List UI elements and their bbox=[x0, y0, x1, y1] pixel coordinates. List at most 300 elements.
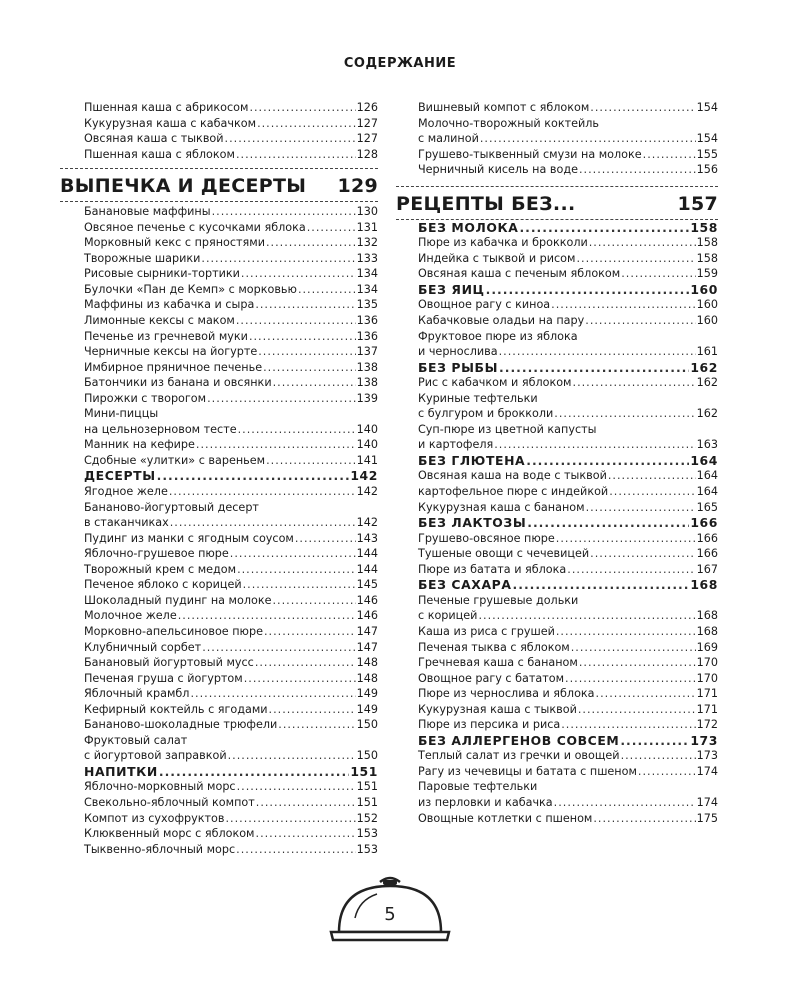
entry-page: 140 bbox=[356, 422, 378, 436]
toc-entry[interactable] bbox=[396, 779, 718, 795]
dot-leader bbox=[278, 717, 355, 733]
entry-page: 164 bbox=[696, 469, 718, 483]
toc-entry[interactable] bbox=[396, 468, 718, 484]
toc-subheading[interactable] bbox=[396, 733, 718, 749]
entry-page: 150 bbox=[356, 749, 378, 763]
toc-entry[interactable] bbox=[60, 329, 378, 345]
dot-leader bbox=[565, 671, 696, 687]
entry-title: Овощные котлетки с пшеном bbox=[418, 811, 593, 825]
toc-entry[interactable] bbox=[396, 100, 718, 116]
entry-title: Вишневый компот с яблоком bbox=[418, 101, 590, 114]
toc-entry[interactable] bbox=[60, 748, 378, 764]
entry-page: 160 bbox=[696, 314, 718, 328]
entry-page: 137 bbox=[356, 345, 378, 359]
dot-leader bbox=[579, 162, 696, 178]
section-heading-recipes-without[interactable] bbox=[396, 186, 718, 217]
dot-leader bbox=[295, 531, 356, 547]
dot-leader bbox=[486, 282, 690, 298]
section-page: 129 bbox=[337, 175, 378, 198]
toc-subheading[interactable] bbox=[60, 764, 378, 780]
section-title: ВЫПЕЧКА И ДЕСЕРТЫ bbox=[60, 175, 307, 198]
entry-page: 175 bbox=[696, 811, 718, 825]
dot-leader bbox=[241, 266, 356, 282]
entry-page: 156 bbox=[696, 163, 718, 177]
entry-title: Булочки «Пан де Кемп» с морковью bbox=[84, 282, 297, 296]
dot-leader bbox=[237, 779, 356, 795]
entry-page: 133 bbox=[356, 251, 378, 265]
entry-page: 168 bbox=[696, 609, 718, 623]
entry-title: Кабачковые оладьи на пару bbox=[418, 314, 585, 328]
dot-leader bbox=[593, 811, 695, 827]
dot-leader bbox=[236, 147, 356, 163]
entry-title: Яблочный крамбл bbox=[84, 687, 190, 701]
toc-entry[interactable] bbox=[60, 437, 378, 453]
entry-page: 154 bbox=[696, 101, 718, 114]
toc-entry[interactable] bbox=[396, 313, 718, 329]
entry-page: 160 bbox=[690, 281, 718, 297]
entry-page: 168 bbox=[696, 624, 718, 638]
toc-entry[interactable] bbox=[396, 795, 718, 811]
entry-page: 166 bbox=[696, 547, 718, 561]
toc-subheading[interactable] bbox=[396, 360, 718, 376]
toc-entry[interactable] bbox=[396, 484, 718, 500]
entry-title: Пюре из батата и яблока bbox=[418, 562, 567, 576]
toc-entry[interactable] bbox=[396, 297, 718, 313]
toc-entry[interactable] bbox=[60, 826, 378, 842]
toc-entry[interactable] bbox=[60, 500, 378, 516]
toc-entry[interactable] bbox=[60, 842, 378, 858]
entry-page: 162 bbox=[690, 359, 718, 375]
toc-entry[interactable] bbox=[60, 266, 378, 282]
toc-entry[interactable] bbox=[60, 779, 378, 795]
toc-entry[interactable] bbox=[396, 562, 718, 578]
entry-title: Черничные кексы на йогурте bbox=[84, 345, 258, 359]
section-heading-baking[interactable] bbox=[60, 168, 378, 202]
dot-leader bbox=[307, 220, 356, 236]
entry-page: 166 bbox=[696, 531, 718, 545]
entry-page: 174 bbox=[696, 795, 718, 809]
entry-title: Пудинг из манки с ягодным соусом bbox=[84, 531, 294, 545]
toc-entry[interactable] bbox=[60, 717, 378, 733]
entry-title: Паровые тефтельки bbox=[418, 780, 538, 794]
entry-title: в стаканчиках bbox=[84, 516, 169, 530]
dot-leader bbox=[225, 131, 356, 147]
entry-title: с булгуром и брокколи bbox=[418, 407, 554, 421]
entry-title: Кефирный коктейль с ягодами bbox=[84, 702, 268, 716]
toc-entry[interactable] bbox=[396, 116, 718, 132]
entry-title: Мини-пиццы bbox=[84, 407, 159, 421]
entry-page: 138 bbox=[356, 376, 378, 390]
toc-entry[interactable] bbox=[396, 162, 718, 178]
entry-page: 170 bbox=[696, 656, 718, 670]
dot-leader bbox=[527, 515, 689, 531]
entry-page: 168 bbox=[690, 577, 718, 593]
entry-title: ДЕСЕРТЫ bbox=[84, 468, 156, 484]
entry-title: Батончики из банана и овсянки bbox=[84, 376, 272, 390]
dot-leader bbox=[576, 251, 695, 267]
entry-title: Морковный кекс с пряностями bbox=[84, 236, 265, 250]
entry-page: 166 bbox=[690, 515, 718, 531]
entry-title: Компот из сухофруктов bbox=[84, 811, 225, 825]
toc-entry[interactable] bbox=[396, 686, 718, 702]
entry-title: Клубничный сорбет bbox=[84, 640, 202, 654]
dot-leader bbox=[590, 546, 696, 562]
toc-entry[interactable] bbox=[60, 116, 378, 132]
entry-title: и картофеля bbox=[418, 438, 494, 452]
entry-page: 149 bbox=[356, 687, 378, 701]
toc-entry[interactable] bbox=[396, 531, 718, 547]
toc-entry[interactable] bbox=[396, 422, 718, 438]
toc-entry[interactable] bbox=[396, 266, 718, 282]
entry-title: Рис с кабачком и яблоком bbox=[418, 376, 572, 390]
dot-leader bbox=[551, 297, 695, 313]
entry-title: Пюре из кабачка и брокколи bbox=[418, 236, 588, 250]
drinks-list bbox=[60, 779, 378, 857]
toc-subheading[interactable] bbox=[396, 220, 718, 236]
toc-entry[interactable] bbox=[396, 655, 718, 671]
dot-leader bbox=[494, 437, 695, 453]
toc-entry[interactable] bbox=[60, 375, 378, 391]
toc-subheading[interactable] bbox=[396, 453, 718, 469]
section-page: 157 bbox=[677, 192, 718, 215]
entry-title: Пшенная каша с яблоком bbox=[84, 147, 235, 161]
cloche-page-number-icon bbox=[325, 870, 455, 950]
entry-title: БЕЗ ЛАКТОЗЫ bbox=[418, 515, 527, 531]
entry-title: Овсяная каша с тыквой bbox=[84, 132, 224, 146]
toc-entry[interactable] bbox=[396, 375, 718, 391]
entry-title: БЕЗ ЯИЦ bbox=[418, 281, 485, 297]
dot-leader bbox=[519, 220, 689, 236]
toc-entry[interactable] bbox=[60, 204, 378, 220]
entry-title: Манник на кефире bbox=[84, 438, 195, 452]
toc-entry[interactable] bbox=[60, 531, 378, 547]
toc-entry[interactable] bbox=[60, 360, 378, 376]
toc-entry[interactable] bbox=[396, 235, 718, 251]
dot-leader bbox=[157, 468, 350, 484]
entry-page: 158 bbox=[696, 236, 718, 250]
toc-entry[interactable] bbox=[396, 251, 718, 267]
toc-entry[interactable] bbox=[396, 147, 718, 163]
dot-leader bbox=[249, 329, 356, 345]
toc-entry[interactable] bbox=[396, 811, 718, 827]
entry-title: Творожный крем с медом bbox=[84, 562, 237, 576]
entry-page: 148 bbox=[356, 671, 378, 685]
entry-page: 144 bbox=[356, 562, 378, 576]
entry-page: 128 bbox=[356, 147, 378, 161]
right-top-list bbox=[396, 100, 718, 178]
toc-entry[interactable] bbox=[396, 593, 718, 609]
entry-page: 142 bbox=[350, 468, 378, 484]
dot-leader bbox=[586, 500, 696, 516]
dot-leader bbox=[620, 733, 689, 749]
entry-title: БЕЗ РЫБЫ bbox=[418, 359, 499, 375]
toc-entry[interactable] bbox=[396, 640, 718, 656]
entry-page: 174 bbox=[696, 764, 718, 778]
dot-leader bbox=[169, 484, 356, 500]
dot-leader bbox=[255, 297, 355, 313]
toc-entry[interactable] bbox=[396, 329, 718, 345]
toc-entry[interactable] bbox=[60, 640, 378, 656]
toc-entry[interactable] bbox=[60, 344, 378, 360]
dot-leader bbox=[621, 748, 696, 764]
toc-entry[interactable] bbox=[60, 702, 378, 718]
entry-page: 149 bbox=[356, 702, 378, 716]
entry-page: 138 bbox=[356, 360, 378, 374]
toc-entry[interactable] bbox=[60, 391, 378, 407]
toc-entry[interactable] bbox=[60, 313, 378, 329]
entry-title: Яблочно-грушевое пюре bbox=[84, 547, 229, 561]
dot-leader bbox=[230, 546, 356, 562]
dot-leader bbox=[225, 811, 355, 827]
entry-title: Пюре из чернослива и яблока bbox=[418, 687, 595, 701]
entry-page: 171 bbox=[696, 687, 718, 701]
dot-leader bbox=[228, 748, 356, 764]
toc-entry[interactable] bbox=[60, 297, 378, 313]
toc-entry[interactable] bbox=[396, 391, 718, 407]
entry-title: Овсяная каша с печеным яблоком bbox=[418, 267, 621, 281]
entry-title: БЕЗ ГЛЮТЕНА bbox=[418, 452, 526, 468]
left-top-list bbox=[60, 100, 378, 162]
entry-title: с малиной bbox=[418, 132, 479, 146]
entry-title: с корицей bbox=[418, 609, 478, 623]
toc-entry[interactable] bbox=[60, 671, 378, 687]
entry-page: 142 bbox=[356, 485, 378, 499]
toc-entry[interactable] bbox=[60, 795, 378, 811]
dot-leader bbox=[298, 282, 356, 298]
dot-leader bbox=[201, 251, 355, 267]
entry-page: 164 bbox=[696, 485, 718, 499]
entry-title: Печеная груша с йогуртом bbox=[84, 671, 243, 685]
entry-page: 131 bbox=[356, 220, 378, 234]
dot-leader bbox=[255, 655, 356, 671]
entry-page: 152 bbox=[356, 811, 378, 825]
entry-title: Каша из риса с грушей bbox=[418, 624, 555, 638]
toc-subheading[interactable] bbox=[396, 577, 718, 593]
entry-page: 134 bbox=[356, 267, 378, 281]
entry-title: Морковно-апельсиновое пюре bbox=[84, 624, 263, 638]
toc-subheading[interactable] bbox=[396, 515, 718, 531]
toc-entry[interactable] bbox=[396, 702, 718, 718]
entry-title: картофельное пюре с индейкой bbox=[418, 485, 609, 499]
dot-leader bbox=[608, 468, 696, 484]
entry-page: 158 bbox=[690, 219, 718, 235]
entry-title: Лимонные кексы с маком bbox=[84, 314, 235, 328]
entry-page: 147 bbox=[356, 640, 378, 654]
entry-title: БЕЗ САХАРА bbox=[418, 577, 512, 593]
entry-page: 172 bbox=[696, 718, 718, 732]
dot-leader bbox=[178, 608, 356, 624]
entry-page: 159 bbox=[696, 267, 718, 281]
dot-leader bbox=[159, 764, 349, 780]
desserts-sub bbox=[60, 468, 378, 484]
toc-entry[interactable] bbox=[60, 147, 378, 163]
entry-title: Печенье из гречневой муки bbox=[84, 329, 248, 343]
page-number: 5 bbox=[384, 904, 396, 925]
entry-page: 143 bbox=[356, 531, 378, 545]
entry-title: Индейка с тыквой и рисом bbox=[418, 251, 576, 265]
dot-leader bbox=[578, 702, 696, 718]
entry-page: 126 bbox=[356, 101, 378, 114]
entry-title: Черничный кисель на воде bbox=[418, 163, 578, 177]
toc-entry[interactable] bbox=[60, 220, 378, 236]
dot-leader bbox=[556, 624, 696, 640]
toc-entry[interactable] bbox=[60, 100, 378, 116]
entry-title: Грушево-тыквенный смузи на молоке bbox=[418, 147, 642, 161]
entry-title: Печеные грушевые дольки bbox=[418, 593, 579, 607]
entry-page: 153 bbox=[356, 842, 378, 856]
toc-entry[interactable] bbox=[396, 406, 718, 422]
toc-entry[interactable] bbox=[60, 733, 378, 749]
toc-entry[interactable] bbox=[60, 235, 378, 251]
dot-leader bbox=[556, 531, 696, 547]
entry-title: Пюре из персика и риса bbox=[418, 718, 561, 732]
dot-leader bbox=[266, 235, 356, 251]
toc-entry[interactable] bbox=[60, 546, 378, 562]
entry-page: 160 bbox=[696, 298, 718, 312]
toc-subheading[interactable] bbox=[396, 282, 718, 298]
entry-title: Овсяное печенье с кусочками яблока bbox=[84, 220, 306, 234]
dot-leader bbox=[238, 422, 356, 438]
entry-page: 161 bbox=[696, 345, 718, 359]
entry-page: 153 bbox=[356, 827, 378, 841]
entry-page: 151 bbox=[350, 763, 378, 779]
entry-page: 173 bbox=[696, 749, 718, 763]
toc-entry[interactable] bbox=[60, 515, 378, 531]
entry-title: Бананово-шоколадные трюфели bbox=[84, 718, 278, 732]
page-title: СОДЕРЖАНИЕ bbox=[343, 56, 457, 71]
dot-leader bbox=[561, 717, 695, 733]
dot-leader bbox=[579, 655, 696, 671]
toc-entry[interactable] bbox=[60, 251, 378, 267]
entry-page: 163 bbox=[696, 438, 718, 452]
dot-leader bbox=[621, 266, 695, 282]
entry-page: 151 bbox=[356, 780, 378, 794]
toc-entry[interactable] bbox=[396, 131, 718, 147]
toc-entry[interactable] bbox=[60, 577, 378, 593]
toc-entry[interactable] bbox=[396, 546, 718, 562]
entry-page: 127 bbox=[356, 116, 378, 130]
entry-title: Фруктовый салат bbox=[84, 733, 188, 747]
toc-entry[interactable] bbox=[396, 500, 718, 516]
toc-entry[interactable] bbox=[60, 131, 378, 147]
entry-page: 140 bbox=[356, 438, 378, 452]
entry-title: Суп-пюре из цветной капусты bbox=[418, 422, 597, 436]
entry-title: Овсяная каша на воде с тыквой bbox=[418, 469, 607, 483]
dot-leader bbox=[590, 100, 695, 116]
entry-title: Теплый салат из гречки и овощей bbox=[418, 749, 620, 763]
entry-title: Банановые маффины bbox=[84, 205, 211, 219]
toc-entry[interactable] bbox=[396, 748, 718, 764]
toc-entry[interactable] bbox=[396, 624, 718, 640]
entry-title: Грушево-овсяное пюре bbox=[418, 531, 555, 545]
entry-page: 136 bbox=[356, 314, 378, 328]
entry-title: Ягодное желе bbox=[84, 485, 168, 499]
dot-leader bbox=[170, 515, 356, 531]
entry-title: Печеное яблоко с корицей bbox=[84, 578, 242, 592]
toc-entry[interactable] bbox=[396, 344, 718, 360]
entry-title: НАПИТКИ bbox=[84, 763, 158, 779]
entry-title: Свекольно-яблочный компот bbox=[84, 795, 255, 809]
entry-title: на цельнозерновом тесте bbox=[84, 422, 237, 436]
entry-title: Рагу из чечевицы и батата с пшеном bbox=[418, 764, 637, 778]
entry-title: и чернослива bbox=[418, 345, 498, 359]
toc-entry[interactable] bbox=[396, 717, 718, 733]
dot-leader bbox=[478, 608, 695, 624]
entry-title: Куриные тефтельки bbox=[418, 391, 538, 405]
toc-entry[interactable] bbox=[396, 671, 718, 687]
dot-leader bbox=[589, 235, 696, 251]
dot-leader bbox=[190, 686, 355, 702]
dot-leader bbox=[269, 702, 356, 718]
entry-page: 162 bbox=[696, 376, 718, 390]
dot-leader bbox=[257, 116, 356, 132]
entry-title: Пирожки с творогом bbox=[84, 391, 207, 405]
entry-page: 167 bbox=[696, 562, 718, 576]
dot-leader bbox=[596, 686, 696, 702]
dot-leader bbox=[236, 313, 356, 329]
toc-entry[interactable] bbox=[60, 686, 378, 702]
entry-title: Шоколадный пудинг на молоке bbox=[84, 593, 272, 607]
toc-entry[interactable] bbox=[60, 624, 378, 640]
entry-page: 132 bbox=[356, 236, 378, 250]
entry-page: 151 bbox=[356, 795, 378, 809]
dot-leader bbox=[263, 360, 356, 376]
entry-page: 139 bbox=[356, 391, 378, 405]
drinks-sub bbox=[60, 764, 378, 780]
dot-leader bbox=[571, 640, 696, 656]
entry-title: Творожные шарики bbox=[84, 251, 201, 265]
entry-title: Маффины из кабачка и сыра bbox=[84, 298, 255, 312]
entry-title: Рисовые сырники-тортики bbox=[84, 267, 240, 281]
dot-leader bbox=[249, 100, 355, 116]
entry-title: Бананово-йогуртовый десерт bbox=[84, 500, 259, 514]
toc-entry[interactable] bbox=[60, 422, 378, 438]
entry-title: Гречневая каша с бананом bbox=[418, 656, 578, 670]
entry-page: 170 bbox=[696, 671, 718, 685]
toc-entry[interactable] bbox=[396, 437, 718, 453]
toc-entry[interactable] bbox=[60, 562, 378, 578]
toc-entry[interactable] bbox=[60, 593, 378, 609]
toc-entry[interactable] bbox=[60, 453, 378, 469]
recipes-without-groups bbox=[396, 219, 718, 826]
toc-entry[interactable] bbox=[60, 406, 378, 422]
entry-page: 136 bbox=[356, 329, 378, 343]
entry-title: Молочное желе bbox=[84, 609, 177, 623]
toc-entry[interactable] bbox=[60, 608, 378, 624]
entry-title: БЕЗ МОЛОКА bbox=[418, 219, 519, 235]
dot-leader bbox=[499, 360, 689, 376]
entry-page: 155 bbox=[696, 147, 718, 161]
entry-title: Тыквенно-яблочный морс bbox=[84, 842, 236, 856]
entry-page: 173 bbox=[690, 732, 718, 748]
toc-subheading[interactable] bbox=[60, 468, 378, 484]
entry-title: из перловки и кабачка bbox=[418, 795, 553, 809]
dot-leader bbox=[554, 795, 696, 811]
toc-entry[interactable] bbox=[60, 484, 378, 500]
entry-title: Печеная тыква с яблоком bbox=[418, 640, 570, 654]
dot-leader bbox=[237, 562, 356, 578]
entry-page: 127 bbox=[356, 132, 378, 146]
toc-entry[interactable] bbox=[60, 282, 378, 298]
toc-entry[interactable] bbox=[396, 608, 718, 624]
toc-entry[interactable] bbox=[60, 655, 378, 671]
dot-leader bbox=[256, 795, 356, 811]
toc-entry[interactable] bbox=[60, 811, 378, 827]
dot-leader bbox=[480, 131, 696, 147]
entry-page: 142 bbox=[356, 516, 378, 530]
toc-entry[interactable] bbox=[396, 764, 718, 780]
entry-title: Сдобные «улитки» с вареньем bbox=[84, 453, 266, 467]
